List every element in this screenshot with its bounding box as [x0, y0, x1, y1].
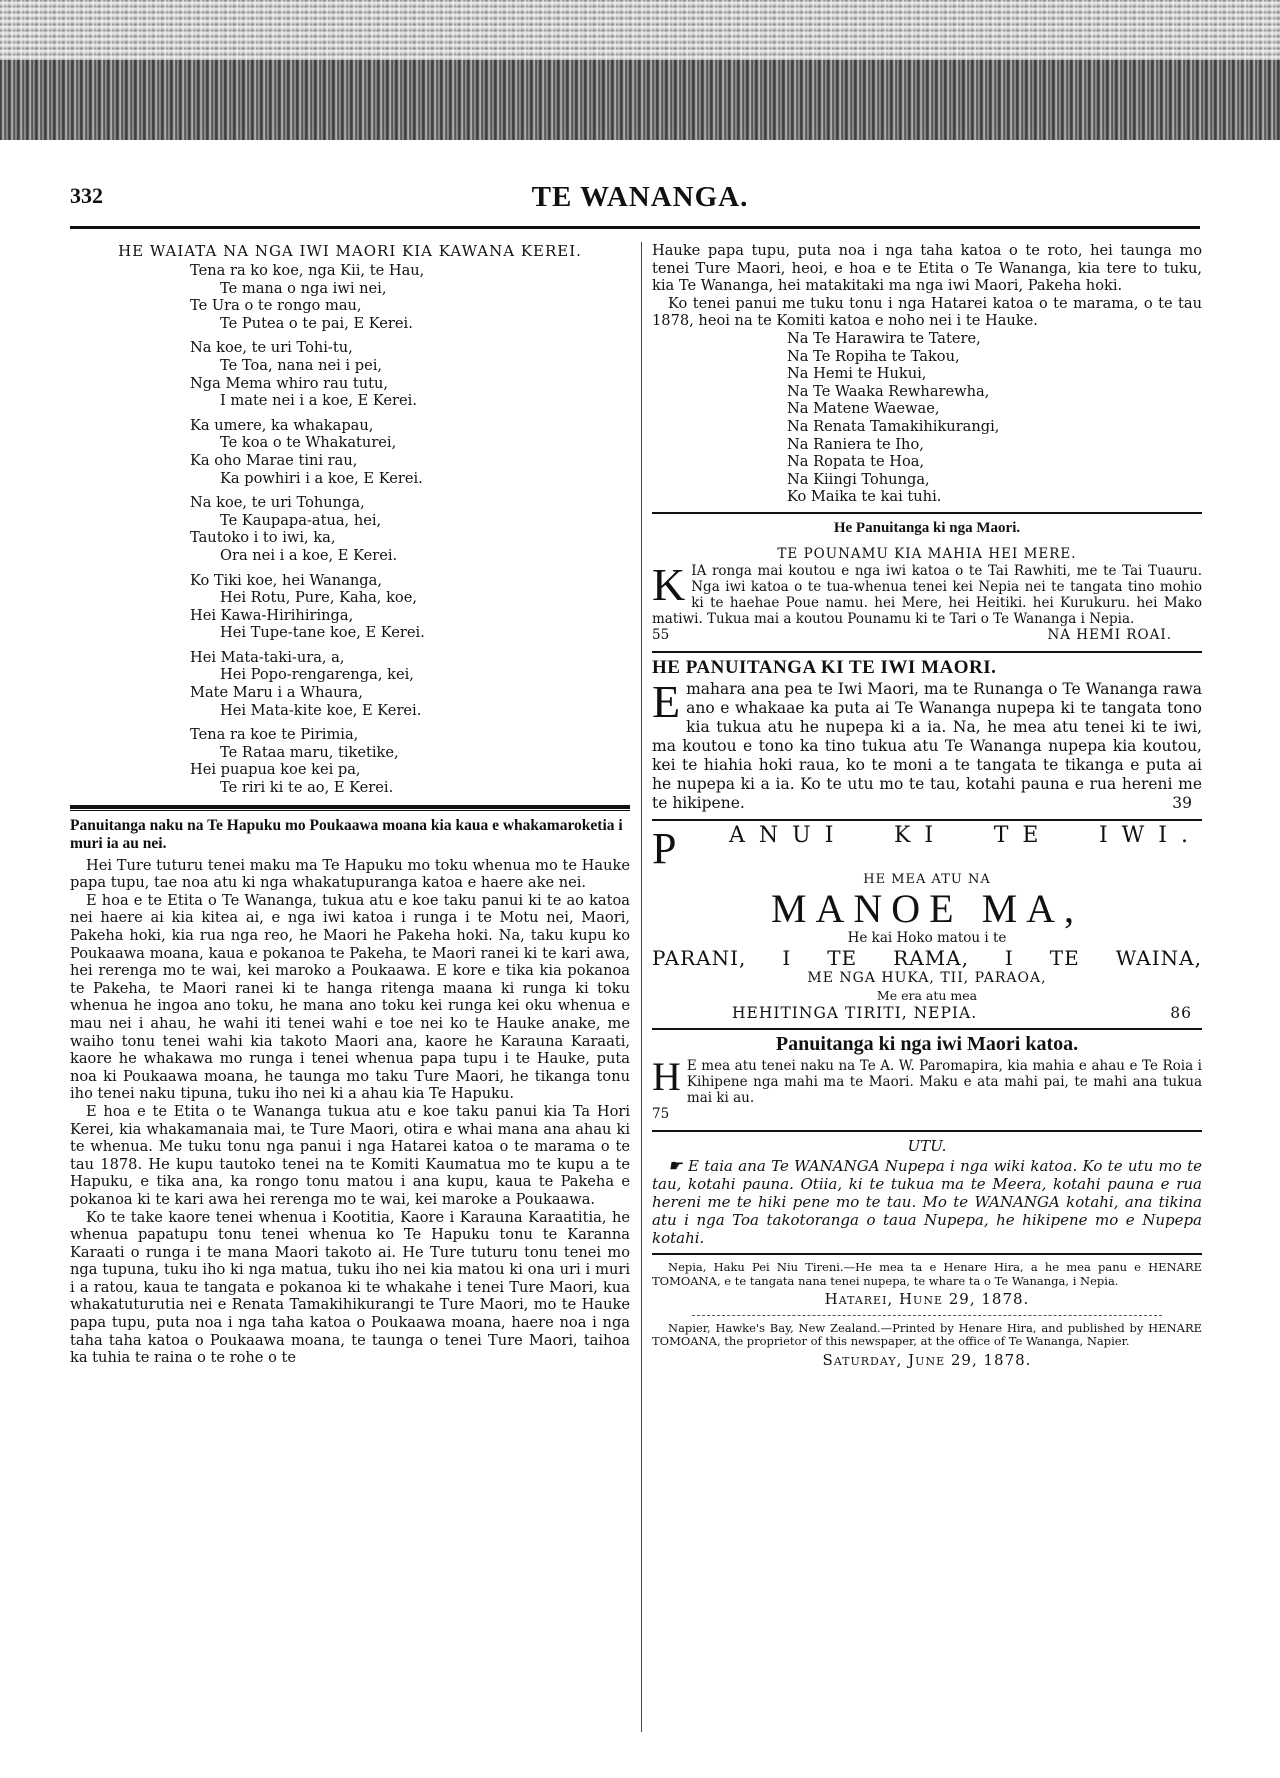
- pounamu-notice: [652, 563, 1202, 627]
- imprint-english: Napier, Hawke's Bay, New Zealand.—Printed by Henare Hira, and published by HENARE TOMOANA, the proprietor of this newspaper, at the office of Te Wananga, Napier.: [652, 1320, 1202, 1349]
- poem-line: Ko Tiki koe, hei Wananga,: [190, 571, 382, 589]
- continued-paragraph: Hauke papa tupu, puta noa i nga taha katoa o te roto, hei taunga mo tenei Ture Maori, heoi, e hoa e te Etita o Te Wananga, kia tere to tuku, kia Te Wananga, hei matakitaki ma nga iwi Maori, Pakeha hoki.: [652, 242, 1202, 295]
- poem-line: Nga Mema whiro rau tutu,: [190, 374, 389, 392]
- signature-line: Na Renata Tamakihikurangi,: [787, 417, 1000, 435]
- drop-cap: H: [652, 1058, 681, 1100]
- poem-line: Te koa o te Whakaturei,: [220, 434, 397, 452]
- huka-line: ME NGA HUKA, TII, PARAOA,: [807, 969, 1047, 986]
- me-era-line: Me era atu mea: [876, 988, 978, 1004]
- poem-stanza: [190, 572, 630, 642]
- date-english: Saturday, June 29, 1878.: [822, 1350, 1032, 1369]
- waiata-title: HE WAIATA NA NGA IWI MAORI KIA KAWANA KEREI.: [118, 242, 582, 260]
- column-divider: [641, 242, 642, 1732]
- poem-line: Hei Rotu, Pure, Kaha, koe,: [220, 589, 417, 607]
- iwi-text: mahara ana pea te Iwi Maori, ma te Runanga o Te Wananga rawa ano e whakaae ka puta ai Te Wananga nupepa ki te tangata tono kia tukua atu he nupepa ki a ia. Na, he mea atu tenei ki te iwi, ma koutou e tono ka tino tukua atu Te Wananga nupepa kia koutou, kei te hiahia hoki raua, ko te moni a te tangata te tikanga e puta ai he nupepa ki a ia. Ko te utu mo te tau, kotahi pauna e rua hereni me te hikipene.: [652, 680, 1202, 813]
- parani-word: PARANI,: [652, 946, 747, 971]
- drop-cap: P: [652, 823, 677, 873]
- ad-number: 39: [1172, 794, 1192, 813]
- panui-katoa-heading: Panuitanga ki nga iwi Maori katoa.: [775, 1033, 1079, 1056]
- utu-heading: UTU.: [907, 1136, 947, 1155]
- poem-line: Hei Mata-kite koe, E Kerei.: [220, 701, 422, 719]
- section-rule-thin: [70, 810, 630, 811]
- committee-paragraph: Ko tenei panui me tuku tonu i nga Hatarei katoa o te marama, o te tau 1878, heoi na te Komiti katoa e noho nei i te Hauke.: [652, 294, 1202, 330]
- drop-cap: E: [652, 680, 681, 728]
- poem-stanza: [190, 494, 630, 564]
- date-maori: Hatarei, Hune 29, 1878.: [824, 1290, 1030, 1309]
- page-number: 332: [70, 183, 103, 208]
- utu-notice: [652, 1157, 1202, 1247]
- pounamu-text: IA ronga mai koutou e nga iwi katoa o te Tai Rawhiti, me te Tai Tuauru. Nga iwi katoa o te tua-whenua tenei kei Nepia nei te tangata tino mohio ki te haehae Poue namu. hei Mere, hei Heitiki. hei Kurukuru. hei Mako matiwi. Tukua mai a koutou Pounamu ki te Tari o Te Wananga i Nepia.: [652, 563, 1202, 628]
- scan-edge-artifact: [0, 0, 1280, 140]
- poem-line: Hei puapua koe kei pa,: [190, 761, 361, 779]
- panui-ki-te-iwi-heading: [652, 822, 1202, 873]
- section-rule: [652, 1130, 1202, 1132]
- poem-line: Ka oho Marae tini rau,: [190, 451, 358, 469]
- poem-line: Na koe, te uri Tohunga,: [190, 494, 365, 512]
- notice-paragraph: Hei Ture tuturu tenei maku ma Te Hapuku mo toku whenua mo te Hauke papa tupu, tae noa atu ki nga whakatupuranga katoa e haere ake nei.: [70, 856, 630, 892]
- poem-line: Te riri ki te ao, E Kerei.: [220, 779, 394, 797]
- signature-line: Na Te Ropiha te Takou,: [787, 347, 960, 365]
- iwi-notice: [652, 680, 1202, 813]
- poem-line: I mate nei i a koe, E Kerei.: [220, 392, 417, 410]
- poem-line: Hei Tupe-tane koe, E Kerei.: [220, 624, 425, 642]
- signature-line: Na Hemi te Hukui,: [787, 365, 927, 383]
- pounamu-footer: [652, 627, 1202, 645]
- left-column: [70, 242, 630, 1742]
- heading-word: ANUI: [729, 822, 848, 848]
- poem-stanza: [190, 649, 630, 719]
- notice-paragraph: E hoa e te Etita o Te Wananga, tukua atu e koe taku panui ki te ao katoa nei haere ai kia kitea ai, e nga iwi katoa i runga i te Motu nei, Maori, Pakeha hoki, kia rua nga reo, he Maori he Pakeha hoki. Na, taku kupu ko Poukaawa moana, kaua e pokanoa te Pakeha, te Maori ranei ki te kari awa, hei rerenga mo te wai, kei maroko a Poukaawa. E kore e tika kia pokanoa te Pakeha, te Maori ranei ki te hanga ritenga maana ki runga ki toku whenua he ingoa ano toku, he mana ano toku kei runga kei oku whenua e mau nei i ahau, he wahi iti tenei wahi e toe nei ko te Hauke anake, me waiho tonu tenei wahi kia takoto Maori ana, kaore he Karauna Karaati, kaore he whakawa mo runga i tenei whenua papa tupu i te Hauke, puta noa ki Poukaawa moana, he taunga mo taku Ture Maori, he tikanga tonu iho tenei naku tipuna, tuku iho nei ki a ahau kia Te Hapuku.: [70, 891, 630, 1103]
- waiata-poem: [190, 262, 630, 797]
- parani-word: I: [1004, 946, 1014, 971]
- signature-line: Na Matene Waewae,: [787, 400, 940, 418]
- ad-number: 55: [652, 627, 670, 644]
- pointing-hand-icon: ☛: [668, 1156, 688, 1176]
- hoko-line: He kai Hoko matou i te: [847, 930, 1007, 947]
- poem-line: Te mana o nga iwi nei,: [220, 279, 387, 297]
- poem-line: Hei Kawa-Hirihiringa,: [190, 606, 354, 624]
- heading-word: TE: [993, 822, 1053, 848]
- signature-line: Na Kiingi Tohunga,: [787, 470, 930, 488]
- manoe-ma-title: MANOE MA,: [770, 886, 1084, 932]
- ad-number: 86: [1170, 1003, 1192, 1022]
- signature-line: Na Raniera te Iho,: [787, 435, 924, 453]
- poem-stanza: [190, 417, 630, 487]
- parani-word: TE: [1049, 946, 1080, 971]
- section-rule: [652, 819, 1202, 821]
- poem-line: Hei Mata-taki-ura, a,: [190, 648, 345, 666]
- signature-line: Ko Maika te kai tuhi.: [787, 488, 942, 506]
- imprint-divider: [692, 1315, 1162, 1316]
- section-rule: [652, 1028, 1202, 1030]
- right-column: [652, 242, 1202, 1742]
- heading-word: IWI.: [1098, 822, 1202, 848]
- pounamu-heading: TE POUNAMU KIA MAHIA HEI MERE.: [777, 545, 1077, 562]
- poem-line: Tena ra koe te Pirimia,: [190, 726, 359, 744]
- parani-word: RAMA,: [893, 946, 969, 971]
- poem-line: Ka powhiri i a koe, E Kerei.: [220, 469, 423, 487]
- hapuku-notice-heading: Panuitanga naku na Te Hapuku mo Poukaawa moana kia kaua e whakamaroketia i muri ia au nei.: [70, 816, 623, 852]
- poem-line: Tena ra ko koe, nga Kii, te Hau,: [190, 262, 425, 279]
- header-rule: [70, 226, 1200, 229]
- notice-paragraph: E hoa e te Etita o te Wananga tukua atu e koe taku panui kia Ta Hori Kerei, kia whakamanaia mai, te Ture Maori, otira e whai mana ana ahau ki te whenua. Me tuku tonu nga panui i nga Hatarei katoa o te marama o te tau 1878. He kupu tautoko tenei na te Komiti Kaumatua mo te kupu a te Hapuku, e tika ana, ka rongo tonu matou i ana kupu, kaua te Pakeha e pokanoa ki te kari awa hei rerenga mo te wai, kei maroke a Poukaawa.: [70, 1102, 630, 1208]
- poem-line: Tautoko i to iwi, ka,: [190, 529, 336, 547]
- masthead: TE WANANGA.: [531, 181, 749, 213]
- panuitanga-maori-heading: He Panuitanga ki nga Maori.: [833, 519, 1021, 536]
- parani-word: TE: [827, 946, 858, 971]
- poem-stanza: [190, 262, 630, 332]
- poem-line: Te Putea o te pai, E Kerei.: [220, 314, 413, 332]
- poem-line: Ka umere, ka whakapau,: [190, 416, 374, 434]
- notice-paragraph: Ko te take kaore tenei whenua i Kootitia, Kaore i Karauna Karaatitia, he whenua papatupu tonu tenei whenua ko Te Hapuku tonu te Karanna Karaati o runga i te mana Maori takoto ai. He Ture tuturu tonu tenei mo nga tupuna, tuku iho ki nga matua, tuku iho nei kia matou ki ona uri i muri i a ratou, kaua te tangata e pokanoa ki te whakahe i tenei Ture Maori, kua whakatuturutia nei e Renata Tamakihikurangi te Ture Maori, mo te Hauke papa tupu, puta noa i nga taha katoa o Poukaawa moana, haere noa i nga taha taha katoa o Poukaawa moana, te taunga o tenei Ture Maori, taihoa ka tuhia te raina o te rohe o te: [70, 1208, 630, 1367]
- section-rule: [70, 805, 630, 809]
- signature-line: Na Te Waaka Rewharewha,: [787, 382, 990, 400]
- katoa-notice: [652, 1058, 1202, 1106]
- he-mea-atu: HE MEA ATU NA: [863, 871, 991, 887]
- poem-line: Na koe, te uri Tohi-tu,: [190, 339, 353, 357]
- iwi-maori-heading: HE PANUITANGA KI TE IWI MAORI.: [652, 656, 997, 678]
- ad-number: 75: [652, 1106, 670, 1123]
- section-rule: [652, 1253, 1202, 1255]
- parani-line: [652, 946, 1202, 971]
- poem-line: Te Kaupapa-atua, hei,: [220, 511, 382, 529]
- poem-stanza: [190, 339, 630, 409]
- heading-word: KI: [893, 822, 948, 848]
- parani-word: I: [782, 946, 792, 971]
- katoa-text: E mea atu tenei naku na Te A. W. Paromapira, kia mahia e ahau e Te Roia i Kihipene nga mahi ma te Maori. Maku e ata mahi pai, te mahi ana tukua mai ki au.: [686, 1058, 1202, 1107]
- drop-cap: K: [652, 563, 686, 611]
- poem-line: Te Rataa maru, tiketike,: [220, 743, 399, 761]
- utu-text: E taia ana Te WANANGA Nupepa i nga wiki katoa. Ko te utu mo te tau, kotahi pauna. Otiia, ki te tukua ma te Meera, kotahi pauna e rua hereni me te hiki pene mo te tau. Mo te WANANGA kotahi, ana tikina atu i nga Toa takotoranga o taua Nupepa, he hikipene mo e Nupepa kotahi.: [652, 1157, 1202, 1248]
- poem-line: Te Ura o te rongo mau,: [190, 297, 362, 315]
- poem-line: Te Toa, nana nei i pei,: [220, 356, 383, 374]
- pounamu-signature: NA HEMI ROAI.: [1047, 627, 1172, 644]
- poem-line: Hei Popo-rengarenga, kei,: [220, 666, 414, 684]
- section-rule: [652, 651, 1202, 653]
- signature-list: [787, 330, 1202, 506]
- signature-line: Na Te Harawira te Tatere,: [787, 329, 981, 347]
- poem-stanza: [190, 726, 630, 796]
- poem-line: Mate Maru i a Whaura,: [190, 684, 363, 702]
- parani-word: WAINA,: [1115, 946, 1202, 971]
- signature-line: Na Ropata te Hoa,: [787, 453, 925, 471]
- hehitinga-line: [652, 1005, 1202, 1023]
- hehitinga-address: HEHITINGA TIRITI, NEPIA.: [732, 1003, 978, 1022]
- section-rule: [652, 512, 1202, 514]
- poem-line: Ora nei i a koe, E Kerei.: [220, 546, 398, 564]
- imprint-maori: Nepia, Haku Pei Niu Tireni.—He mea ta e Henare Hira, a he mea panu e HENARE TOMOANA, e te tangata nana tenei nupepa, te whare ta o Te Wananga, i Nepia.: [652, 1260, 1202, 1288]
